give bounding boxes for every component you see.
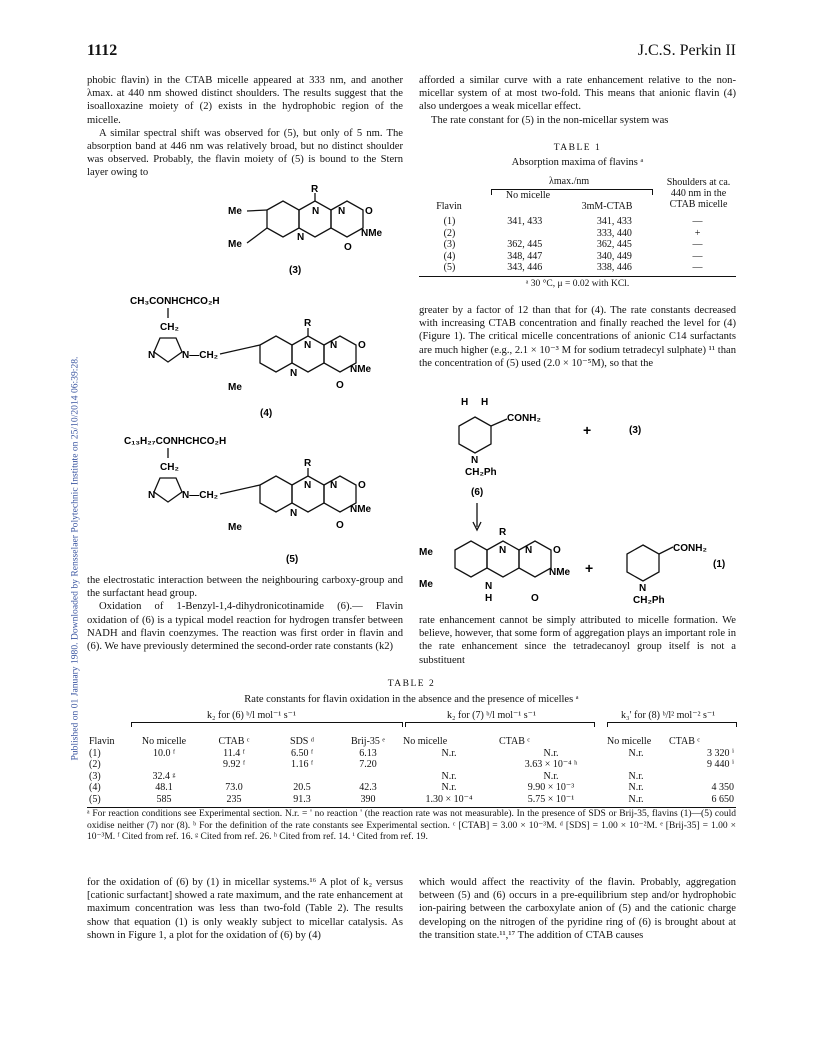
table-row — [87, 782, 736, 794]
table-cell: (4) — [443, 250, 456, 262]
table2-body — [87, 736, 736, 805]
table-cell: 10.0 ᶠ — [152, 747, 176, 759]
table-row — [419, 216, 736, 228]
table-cell: 340, 449 — [596, 250, 632, 262]
svg-text:CH₂Ph: CH₂Ph — [465, 467, 497, 478]
svg-text:N: N — [485, 581, 493, 592]
table2-group3: k₃′ for (8) ᵇ/l² mol⁻² s⁻¹ — [621, 710, 716, 721]
table-cell: N.r. — [441, 770, 457, 782]
table-cell: 333, 440 — [596, 227, 632, 239]
table1-shoulder-header: Shoulders at ca. 440 nm in the CTAB micelle — [666, 177, 731, 210]
paragraph: the electrostatic interaction between the neighbouring carboxy-group and the surfactant head group. — [87, 575, 403, 600]
svg-text:(4): (4) — [260, 408, 273, 419]
table-header-cell: No micelle — [403, 736, 448, 747]
table-cell: (2) — [443, 227, 456, 239]
paragraph: Oxidation of 1-Benzyl-1,4-dihydronicotinamide (6).— Flavin oxidation of (6) is a typical model reaction for hydrogen transfer between NADH and flavin coenzymes. The reaction was first order in flavin and (6). We have previously determined the second-order rate constants (k2) — [87, 601, 403, 653]
table-cell: N.r. — [441, 747, 457, 759]
table-row — [87, 759, 736, 771]
table2-brace3 — [607, 722, 737, 727]
table2-brace2 — [405, 722, 595, 727]
table-cell: (4) — [89, 782, 101, 793]
svg-text:(5): (5) — [286, 554, 299, 565]
table2-group2: k₂ for (7) ᵇ/l mol⁻¹ s⁻¹ — [447, 710, 536, 721]
download-sidebar: Published on 01 January 1980. Downloaded by Rensselaer Polytechnic Institute on 25/10/2014 06:39:28. — [69, 356, 81, 761]
left-column-bottom — [87, 574, 403, 653]
reaction-scheme — [415, 395, 740, 610]
table-cell: 343, 446 — [507, 262, 543, 273]
table-cell: — — [692, 250, 703, 262]
table-cell: 585 — [156, 793, 172, 805]
table-cell: 338, 446 — [596, 262, 632, 273]
table2-brace1 — [131, 722, 403, 727]
table-cell: 5.75 × 10⁻¹ — [527, 793, 575, 805]
svg-text:N: N — [330, 480, 338, 491]
table-cell: (3) — [89, 770, 101, 782]
svg-text:N: N — [471, 455, 479, 466]
svg-text:N: N — [297, 232, 305, 243]
table-cell: (5) — [443, 262, 456, 273]
paragraph: The rate constant for (5) in the non-micellar system was — [431, 114, 669, 126]
table-cell: 42.3 — [359, 782, 377, 793]
table-cell: 6 650 — [711, 793, 734, 805]
table-cell: 3 320 ⁱ — [706, 747, 734, 759]
table-cell: N.r. — [543, 747, 559, 759]
table-cell: (1) — [443, 216, 456, 227]
table-cell: 6.13 — [359, 747, 377, 759]
table-cell — [401, 759, 497, 771]
table-cell: N.r. — [441, 782, 457, 793]
svg-text:R: R — [304, 318, 312, 329]
table-row — [419, 262, 736, 274]
table2-group1: k₂ for (6) ᵇ/l mol⁻¹ s⁻¹ — [207, 710, 296, 721]
svg-text:Me: Me — [228, 206, 242, 217]
svg-text:+: + — [583, 422, 592, 438]
table-cell: N.r. — [543, 770, 559, 782]
svg-text:(3): (3) — [289, 265, 302, 276]
table2 — [87, 710, 736, 844]
svg-text:CH₂: CH₂ — [160, 322, 179, 333]
table-header-cell: Brij-35 ᵉ — [351, 736, 385, 747]
svg-text:R: R — [304, 458, 312, 469]
svg-text:N: N — [338, 206, 346, 217]
svg-text:N: N — [330, 340, 338, 351]
table-cell: + — [694, 227, 701, 239]
table-cell: 341, 433 — [596, 216, 632, 227]
table-cell: N.r. — [628, 782, 644, 793]
structure-3 — [225, 184, 383, 283]
left-column-top — [87, 74, 403, 180]
table-cell — [605, 759, 667, 771]
table-cell: 3.63 × 10⁻⁴ ʰ — [524, 759, 578, 770]
table-cell: 73.0 — [225, 782, 243, 793]
table-cell: 1.30 × 10⁻⁴ — [425, 793, 473, 805]
table-row — [419, 251, 736, 263]
table-cell — [199, 771, 269, 783]
table-row — [419, 228, 736, 240]
svg-text:O: O — [344, 242, 352, 253]
table-cell: 4 350 — [711, 782, 734, 793]
table-cell: 11.4 ᶠ — [223, 747, 245, 759]
table-cell: 9.90 × 10⁻³ — [527, 782, 575, 793]
svg-text:O: O — [336, 380, 344, 391]
right-column-top — [419, 74, 736, 127]
structure-4 — [120, 290, 380, 420]
table-cell: 20.5 — [293, 782, 311, 793]
svg-text:+: + — [585, 560, 594, 576]
table-cell: 48.1 — [155, 782, 173, 793]
paragraph: phobic flavin) in the CTAB micelle appeared at 333 nm, and another λmax. at 440 nm showed distinct shoulders. The results suggest that the isoalloxazine moiety of (2) exists in the hydrophobic region of the micelle. — [87, 75, 403, 126]
paragraph: A similar spectral shift was observed for (5), but only of 5 nm. The absorption band at 446 nm was relatively broad, but no distinct shoulder was observed. Probably, the flavin moiety of (5) is bound to the Stern layer owing to — [87, 127, 403, 179]
table-cell: (1) — [89, 747, 101, 759]
table2-caption: Rate constants for flavin oxidation in the absence and the presence of micelles ᵃ — [244, 694, 579, 705]
svg-text:C₁₃H₂₇CONHCHCO₂H: C₁₃H₂₇CONHCHCO₂H — [124, 436, 227, 447]
svg-text:Me: Me — [228, 239, 242, 250]
table-cell: 362, 445 — [596, 239, 632, 250]
table1-header-nomicelle: No micelle — [505, 190, 551, 201]
table2-footnote: ᵃ For reaction conditions see Experimental section. N.r. = ' no reaction ' (the reaction rate was not measurable). In the presence of SDS or Brij-35, flavins (1)—(5) could oxidise neither (7) nor (8). ᵇ For the definition of the rate constants see Experimental section. ᶜ [CTAB] = 3.00 × 10⁻³M. ᵈ [SDS] = 1.00 × 10⁻²M. ᵉ [Brij-35] = 1.00 × 10⁻³M. ᶠ Cited from ref. 16. ᵍ Cited from ref. 26. ʰ Cited from ref. 14. ⁱ Cited from ref. 19. — [87, 809, 736, 843]
journal-name: J.C.S. Perkin II — [637, 42, 736, 59]
svg-text:N: N — [639, 583, 647, 594]
table1-footnote: ᵃ 30 °C, μ = 0.02 with KCl. — [525, 278, 630, 289]
table-cell: 91.3 — [293, 793, 311, 805]
svg-text:(6): (6) — [471, 487, 484, 498]
table-cell: (3) — [443, 239, 456, 250]
svg-text:(3): (3) — [629, 425, 642, 436]
table-cell: (2) — [89, 759, 101, 770]
table-cell: 362, 445 — [507, 239, 543, 250]
svg-text:CH₂: CH₂ — [160, 462, 179, 473]
table-cell: (5) — [89, 793, 101, 805]
table-header-cell: No micelle — [141, 736, 187, 747]
right-column-middle: greater by a factor of 12 than that for (4). The rate constants decreased with increasing CTAB concentration and finally reached the level for (4) (Figure 1). The critical micelle concentrations of anionic C14 surfactants are much higher (e.g., 2.1 × 10⁻³ M for sodium tetradecyl sulphate) ¹¹ than the concentration of (5) used (2.0 × 10⁻⁵M), so that the — [419, 305, 736, 369]
svg-text:CH₃CONHCHCO₂H: CH₃CONHCHCO₂H — [130, 296, 220, 307]
table-row — [87, 748, 736, 760]
svg-text:N: N — [525, 545, 533, 556]
left-column-final: for the oxidation of (6) by (1) in micellar systems.¹⁶ A plot of k₂ versus [cationic surfactant] showed a rate maximum, and the rate enhancement at maximum concentration was less than two-fold (Table 2). The results show that equation (1) is only weakly subject to micellar catalysis. As shown in Figure 1, a plot for the oxidation of (6) by (4) — [87, 877, 403, 941]
table-cell — [335, 771, 401, 783]
svg-text:Me: Me — [419, 579, 433, 590]
table1-span-header: λmax./nm — [549, 176, 590, 187]
table1 — [419, 174, 736, 289]
svg-text:O: O — [553, 545, 561, 556]
table-cell — [667, 771, 736, 783]
svg-text:N—CH₂: N—CH₂ — [182, 490, 219, 501]
svg-text:N: N — [312, 206, 320, 217]
table-cell: N.r. — [628, 770, 644, 782]
svg-text:N: N — [290, 368, 298, 379]
table-cell: — — [692, 262, 703, 273]
table-header-cell: No micelle — [607, 736, 652, 747]
svg-text:O: O — [531, 593, 539, 604]
table-row — [87, 794, 736, 806]
svg-text:Me: Me — [228, 522, 242, 533]
table-cell: 6.50 ᶠ — [290, 747, 314, 759]
svg-text:H: H — [461, 397, 469, 408]
table-cell: 1.16 ᶠ — [290, 759, 314, 770]
table-cell: 32.4 ᵍ — [152, 770, 176, 782]
table1-body — [419, 216, 736, 274]
svg-text:N: N — [148, 350, 156, 361]
table-row — [87, 771, 736, 783]
page-number: 1112 — [87, 42, 118, 59]
svg-text:O: O — [365, 206, 373, 217]
svg-text:N—CH₂: N—CH₂ — [182, 350, 219, 361]
table-cell: 235 — [226, 793, 242, 805]
table-header-cell: Flavin — [89, 736, 115, 747]
svg-text:NMe: NMe — [361, 228, 383, 239]
svg-text:NMe: NMe — [350, 364, 372, 375]
table-cell: 348, 447 — [507, 250, 543, 262]
svg-text:Me: Me — [228, 382, 242, 393]
table-cell: 9.92 ᶠ — [222, 759, 246, 770]
svg-text:R: R — [499, 527, 507, 538]
structure-5 — [120, 430, 380, 565]
table1-header-flavin: Flavin — [436, 201, 462, 212]
table-cell: N.r. — [628, 793, 644, 805]
table1-title: TABLE 1 — [553, 143, 602, 153]
table-cell: — — [692, 239, 703, 250]
svg-text:Me: Me — [419, 547, 433, 558]
table-cell: 390 — [360, 793, 376, 805]
svg-text:O: O — [358, 340, 366, 351]
table-cell: 9 440 ⁱ — [706, 759, 734, 770]
svg-text:CONH₂: CONH₂ — [507, 413, 541, 424]
svg-text:CONH₂: CONH₂ — [673, 543, 707, 554]
svg-text:N: N — [304, 340, 312, 351]
svg-text:NMe: NMe — [549, 567, 571, 578]
svg-text:CH₂Ph: CH₂Ph — [633, 595, 665, 606]
table-cell: 341, 433 — [507, 216, 543, 227]
table-cell: 7.20 — [359, 759, 377, 770]
table-cell — [480, 228, 570, 240]
svg-text:O: O — [358, 480, 366, 491]
table-header-cell: CTAB ᶜ — [669, 736, 700, 747]
paragraph: afforded a similar curve with a rate enhancement relative to the non-micellar system of at most two-fold. This means that anionic flavin (4) also undergoes a weak micellar effect. — [419, 75, 736, 113]
right-column-final: which would affect the reactivity of the flavin. Probably, aggregation between (5) and (6) occurs in a pre-equilibrium step and/or hydrophobic ion-pairing between the carboxylate anion of (5) and the cationic charge developing on the nitrogen of the pyridine ring of (6) is brought about at the transition state.¹¹,¹⁷ The addition of CTAB causes — [419, 877, 736, 941]
right-column-bottom: rate enhancement cannot be simply attributed to micelle formation. We believe, however, that some form of aggregation plays an important role in the rate enhancement since the tetradecanoyl group itself is not a substituent — [419, 615, 736, 666]
table-header-cell: CTAB ᶜ — [499, 736, 530, 747]
table-header-cell: SDS ᵈ — [290, 736, 314, 747]
svg-text:N: N — [290, 508, 298, 519]
svg-text:H: H — [485, 593, 493, 604]
table-row — [419, 239, 736, 251]
svg-text:N: N — [304, 480, 312, 491]
svg-text:H: H — [481, 397, 489, 408]
svg-text:N: N — [148, 490, 156, 501]
svg-text:O: O — [336, 520, 344, 531]
table-header-cell: CTAB ᶜ — [218, 736, 250, 747]
table-cell — [269, 771, 335, 783]
table-cell — [129, 759, 199, 771]
svg-text:R: R — [311, 184, 319, 195]
table2-title: TABLE 2 — [387, 679, 436, 689]
table-cell: N.r. — [628, 747, 644, 759]
svg-text:N: N — [499, 545, 507, 556]
table-cell: — — [692, 216, 703, 227]
table1-header-ctab: 3mM-CTAB — [581, 201, 633, 212]
svg-text:NMe: NMe — [350, 504, 372, 515]
table1-caption: Absorption maxima of flavins ᵃ — [511, 157, 644, 168]
svg-text:(1): (1) — [713, 559, 726, 570]
